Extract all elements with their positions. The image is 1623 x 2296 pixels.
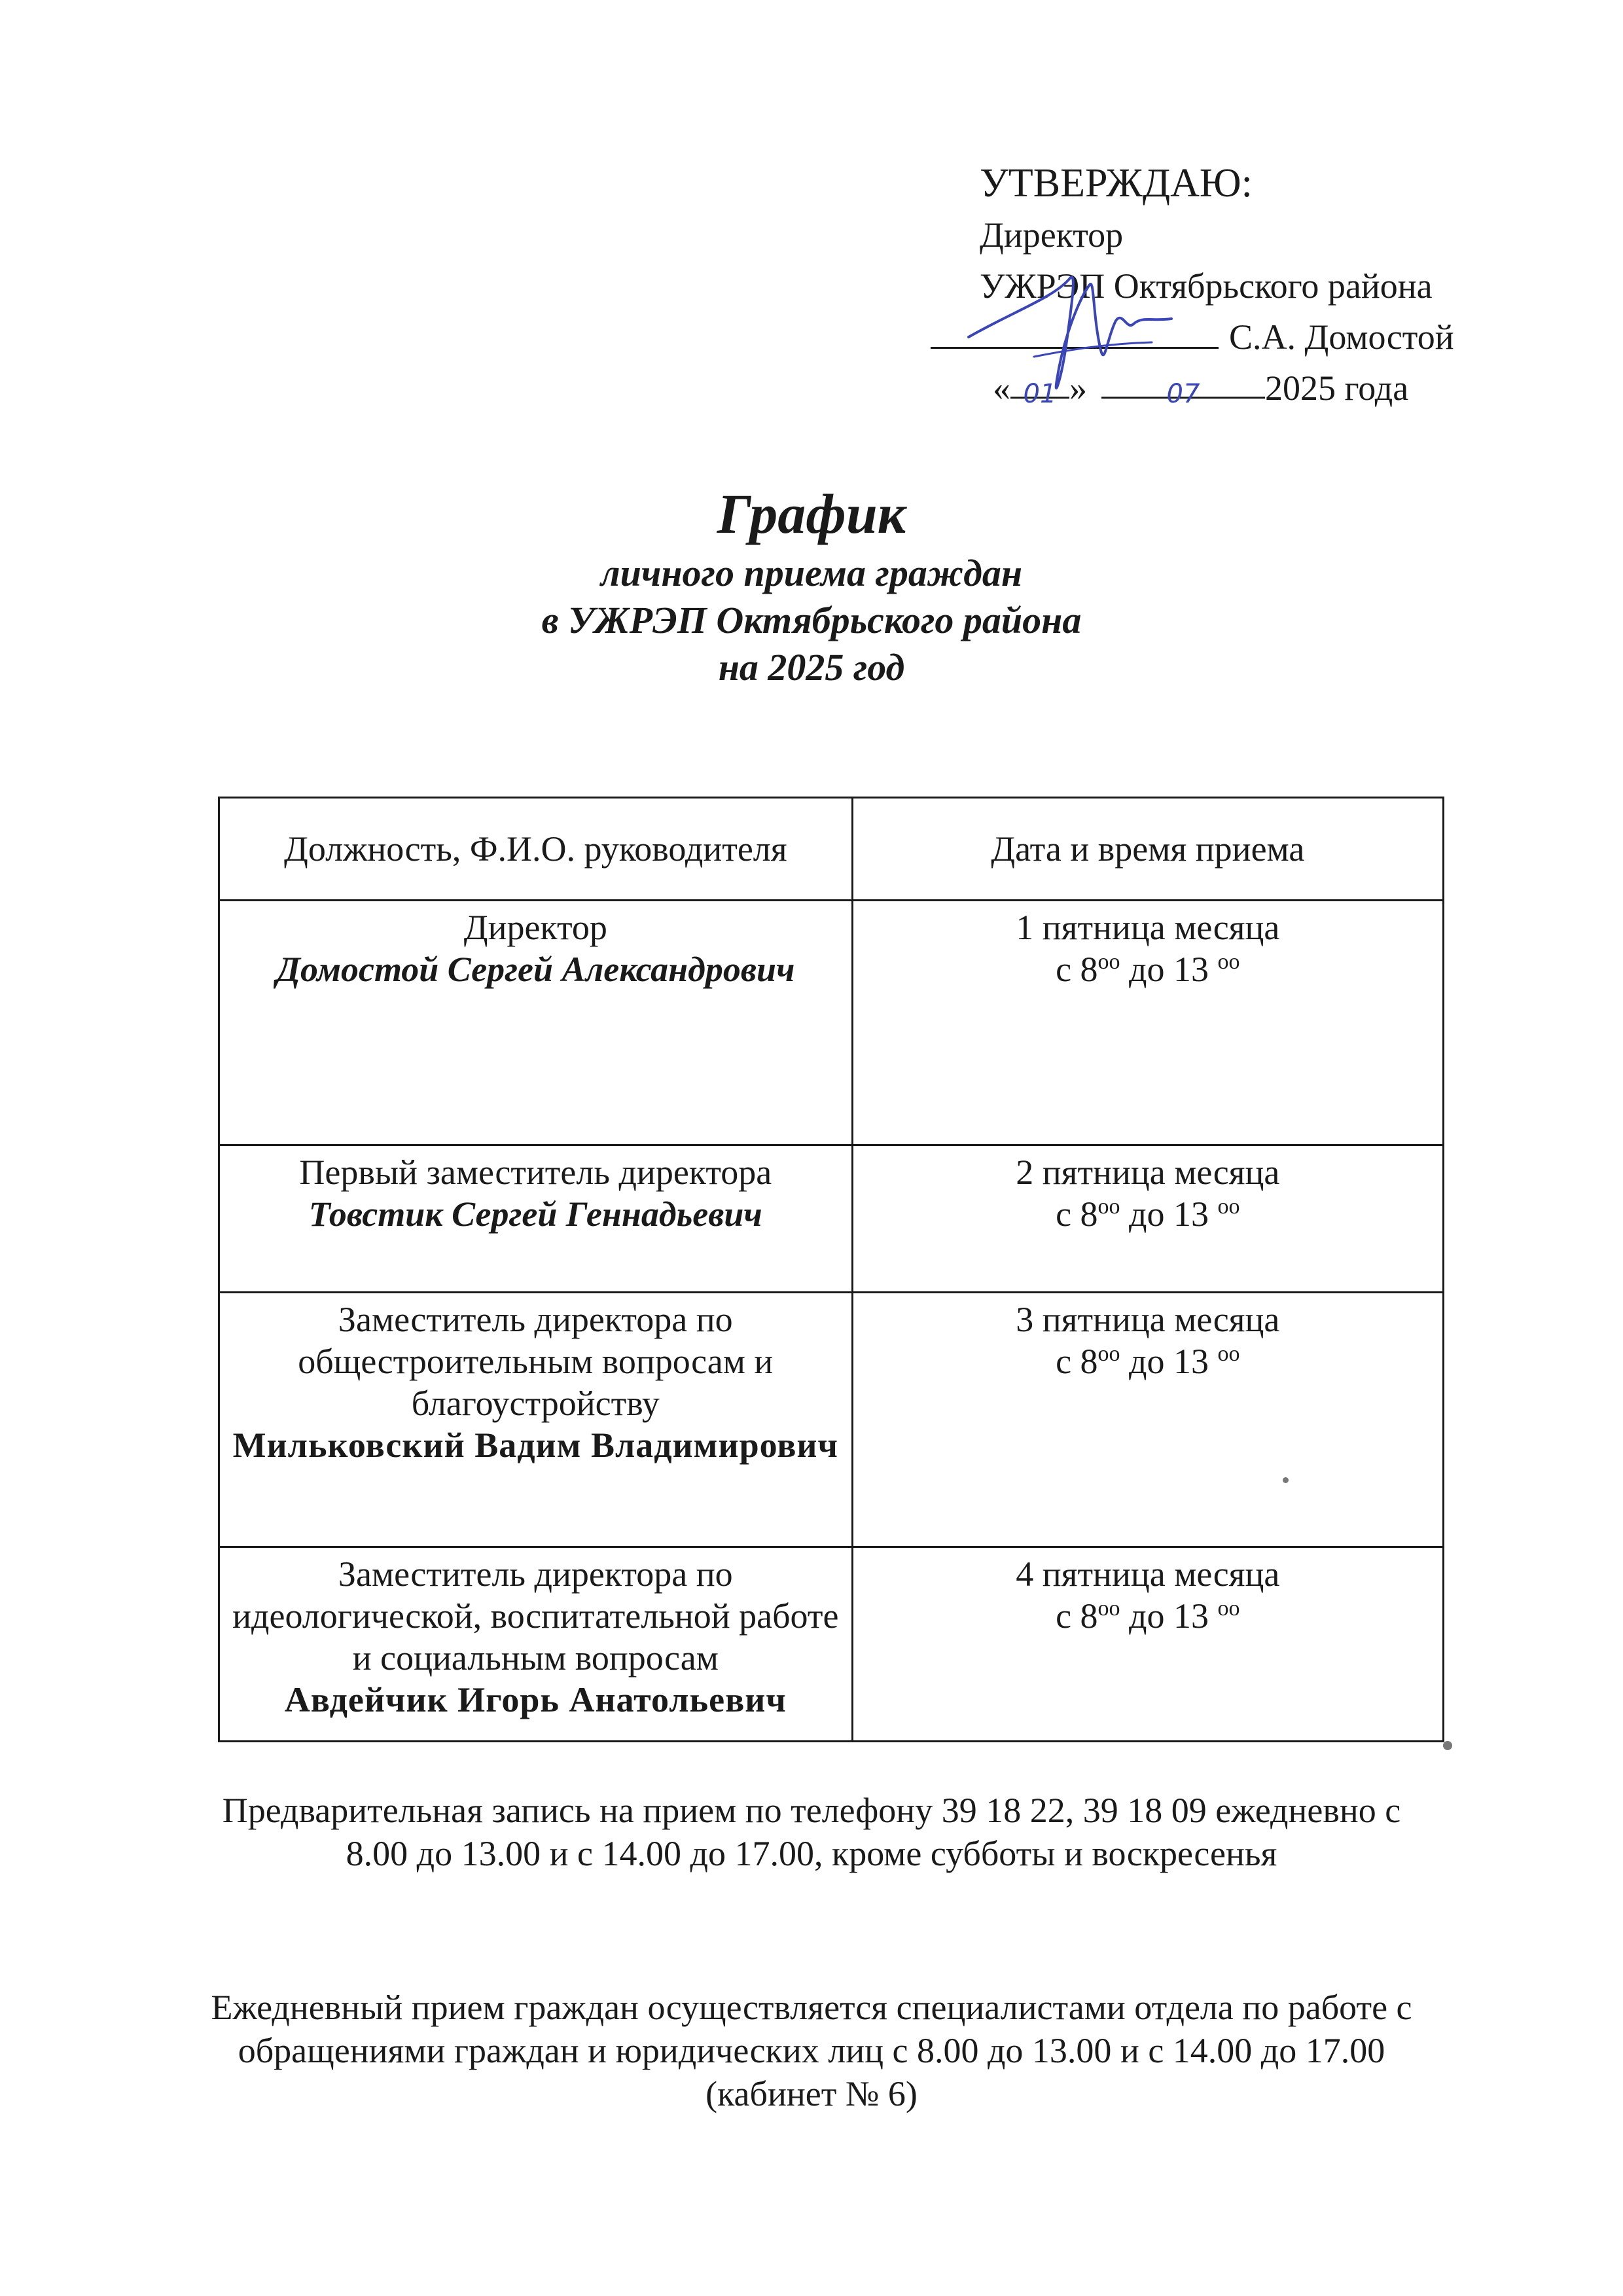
date-open-quote: « [993, 368, 1010, 408]
cell-datetime [852, 1547, 1443, 1742]
person-position: Заместитель директора по идеологической, воспитательной работе и социальным вопросам [232, 1554, 839, 1677]
reception-day: 3 пятница месяца [1016, 1300, 1280, 1339]
table-row [219, 1547, 1444, 1742]
table-row [219, 1145, 1444, 1293]
person-name: Домостой Сергей Александрович [276, 950, 795, 989]
table-header-row [219, 798, 1444, 901]
column-header-datetime: Дата и время приема [852, 798, 1443, 901]
column-header-position: Должность, Ф.И.О. руководителя [219, 798, 853, 901]
reception-day: 4 пятница месяца [1016, 1554, 1280, 1594]
reception-time: с $8^{оо}$ до 13 $^{оо}$ [1056, 1596, 1240, 1636]
scan-speck [1283, 1477, 1289, 1483]
table-row [219, 901, 1444, 1145]
reception-day: 1 пятница месяца [1016, 908, 1280, 947]
title-line-2: в УЖРЭП Октябрьского района [541, 599, 1082, 641]
title-line-3: на 2025 год [718, 646, 905, 689]
approval-position: Директор [980, 215, 1124, 255]
cell-datetime [852, 1293, 1443, 1547]
person-position: Заместитель директора по общестроительным вопросам и благоустройству [298, 1300, 774, 1423]
approval-heading: УТВЕРЖДАЮ: [980, 161, 1253, 206]
person-position: Директор [463, 908, 607, 947]
title-main: График [717, 482, 906, 545]
document-title [0, 478, 1623, 691]
reception-time: с $8^{оо}$ до 13 $^{оо}$ [1056, 950, 1240, 989]
appointment-note: Предварительная запись на прием по телефону 39 18 22, 39 18 09 ежедневно с 8.00 до 13.00 и с 14.00 до 17.00, кроме субботы и воскресенья [222, 1791, 1401, 1873]
cell-datetime [852, 1145, 1443, 1293]
date-year: 2025 года [1265, 368, 1409, 408]
handwritten-signature [955, 259, 1237, 409]
reception-time: с $8^{оо}$ до 13 $^{оо}$ [1056, 1342, 1240, 1381]
approval-signatory: С.А. Домостой [1229, 317, 1454, 357]
reception-day: 2 пятница месяца [1016, 1153, 1280, 1192]
title-line-1: личного приема граждан [600, 552, 1023, 594]
date-month: 07 [1166, 379, 1200, 409]
scan-speck [1443, 1741, 1452, 1750]
person-name: Мильковский Вадим Владимирович [232, 1426, 838, 1465]
reception-time: с $8^{оо}$ до 13 $^{оо}$ [1056, 1194, 1240, 1234]
table-row [219, 1293, 1444, 1547]
approval-organization: УЖРЭП Октябрьского района [980, 266, 1433, 306]
cell-person [219, 1145, 853, 1293]
cell-person [219, 901, 853, 1145]
person-name: Авдейчик Игорь Анатольевич [284, 1680, 787, 1719]
cell-person [219, 1293, 853, 1547]
reception-schedule-table [218, 797, 1444, 1742]
person-name: Товстик Сергей Геннадьевич [308, 1194, 762, 1234]
cell-datetime [852, 901, 1443, 1145]
daily-reception-note: Ежедневный прием граждан осуществляется специалистами отдела по работе с обращениями граждан и юридических лиц с 8.00 до 13.00 и с 14.00 до 17.00 (кабинет № 6) [211, 1988, 1412, 2113]
person-position: Первый заместитель директора [299, 1153, 772, 1192]
date-day: 01 [1023, 379, 1057, 409]
cell-person [219, 1547, 853, 1742]
date-close-quote: » [1069, 368, 1087, 408]
